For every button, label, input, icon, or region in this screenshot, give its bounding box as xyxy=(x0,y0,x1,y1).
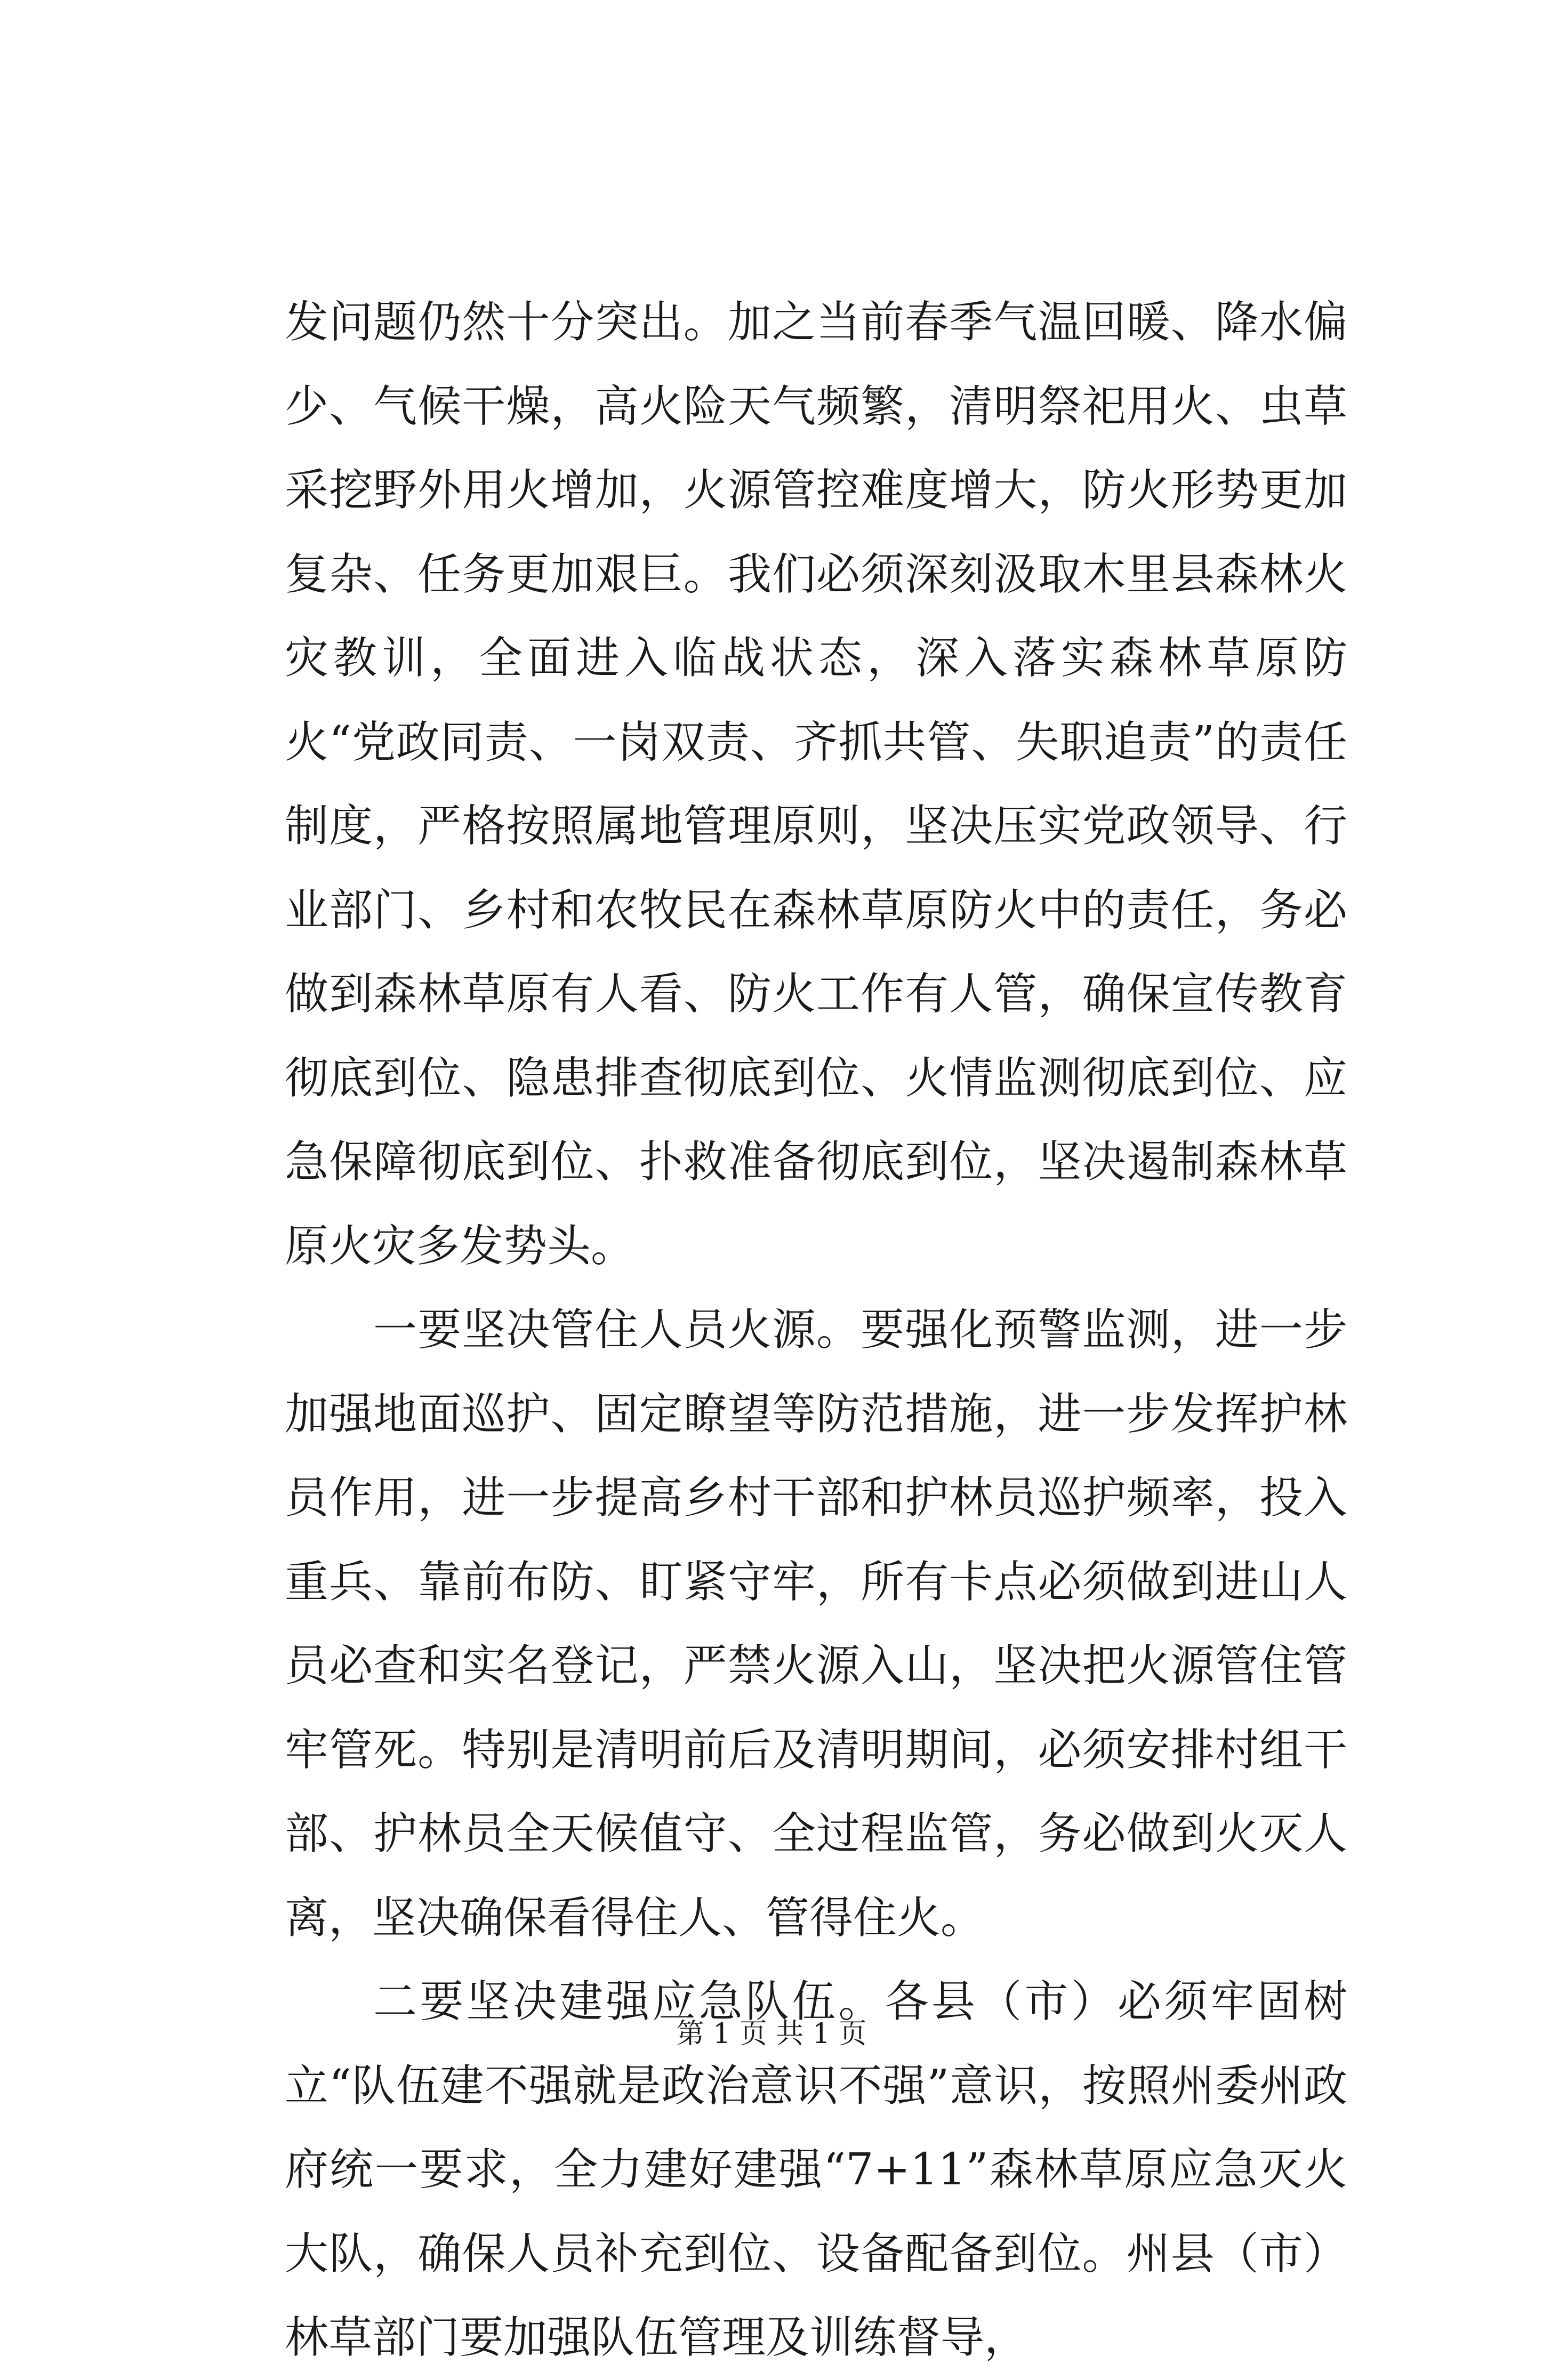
paragraph-1: 发问题仍然十分突出。加之当前春季气温回暖、降水偏少、气候干燥，高火险天气频繁，清明祭祀用火、虫草采挖野外用火增加，火源管控难度增大，防火形势更加复杂、任务更加艰巨。我们必须深刻汲取木里县森林火灾教训，全面进入临战状态，深入落实森林草原防火“党政同责、一岗双责、齐抓共管、失职追责”的责任制度，严格按照属地管理原则，坚决压实党政领导、行业部门、乡村和农牧民在森林草原防火中的责任，务必做到森林草原有人看、防火工作有人管，确保宣传教育彻底到位、隐患排查彻底到位、火情监测彻底到位、应急保障彻底到位、扑救准备彻底到位，坚决遏制森林草原火灾多发势头。 xyxy=(285,297,1347,1272)
document-body xyxy=(285,280,1347,2380)
page-footer xyxy=(0,2015,1543,2053)
paragraph-2: 一要坚决管住人员火源。要强化预警监测，进一步加强地面巡护、固定瞭望等防范措施，进一步发挥护林员作用，进一步提高乡村干部和护林员巡护频率，投入重兵、靠前布防、盯紧守牢，所有卡点必须做到进山人员必查和实名登记，严禁火源入山，坚决把火源管住管牢管死。特别是清明前后及清明期间，必须安排村组干部、护林员全天候值守、全过程监管，务必做到火灭人离，坚决确保看得住人、管得住火。 xyxy=(285,1305,1347,1943)
paragraph-3: 二要坚决建强应急队伍。各县（市）必须牢固树立“队伍建不强就是政治意识不强”意识，按照州委州政府统一要求，全力建好建强“7+11”森林草原应急灭火大队，确保人员补充到位、设备配备到位。州县（市）林草部门要加强队伍管理及训练督导， xyxy=(285,1976,1347,2363)
page-number-label: 第 1 页 共 1 页 xyxy=(676,2018,867,2050)
